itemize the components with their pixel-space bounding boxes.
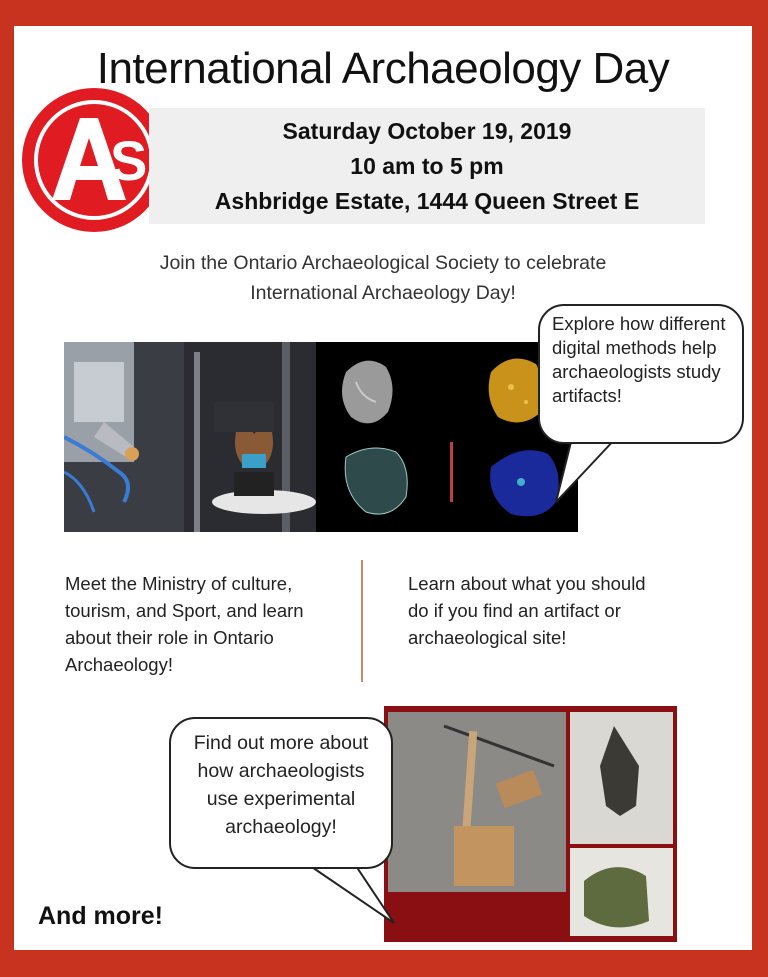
experimental-archaeology-bubble: [169, 717, 393, 869]
ministry-line: Meet the Ministry of culture,: [65, 573, 293, 594]
artifact-images: [384, 706, 677, 942]
advice-line: archaeological site!: [408, 627, 567, 648]
bubble-tail-digital: [554, 436, 634, 506]
artifact-photo-panel: [384, 706, 677, 942]
event-info-box: [149, 108, 705, 224]
ministry-line: Archaeology!: [65, 654, 173, 675]
bubble-line: digital methods help: [552, 337, 717, 358]
event-location: Ashbridge Estate, 1444 Queen Street E: [214, 188, 640, 214]
scanner-photo: [64, 342, 316, 532]
ministry-line: about their role in Ontario: [65, 627, 274, 648]
column-divider: [361, 560, 363, 682]
ministry-line: tourism, and Sport, and learn: [65, 600, 304, 621]
digital-methods-bubble: [538, 304, 744, 444]
bubble-line: artifacts!: [552, 385, 622, 406]
event-time: 10 am to 5 pm: [350, 153, 504, 179]
bubble-line: Explore how different: [552, 313, 726, 334]
event-date: Saturday October 19, 2019: [282, 118, 572, 144]
logo-mark-icon: [22, 88, 166, 232]
intro-text: [54, 248, 712, 308]
intro-line-1: Join the Ontario Archaeological Society to celebrate: [159, 252, 607, 274]
poster: [14, 26, 752, 950]
bubble-line: archaeology!: [225, 816, 337, 838]
artifact-advice-text: [408, 570, 708, 651]
bubble-line: use experimental: [206, 788, 356, 810]
bubble-line: archaeologists study: [552, 361, 721, 382]
bubble-tail-experimental: [304, 861, 404, 931]
page-title: International Archaeology Day: [96, 44, 670, 93]
scanner-image: [64, 342, 316, 532]
advice-line: do if you find an artifact or: [408, 600, 621, 621]
advice-line: Learn about what you should: [408, 573, 646, 594]
bubble-line: how archaeologists: [197, 760, 365, 782]
society-logo: [22, 88, 166, 232]
intro-line-2: International Archaeology Day!: [250, 282, 516, 304]
and-more-text: And more!: [38, 902, 163, 930]
ministry-text: [65, 570, 355, 678]
svg-text:S: S: [110, 129, 148, 192]
bubble-line: Find out more about: [193, 732, 369, 754]
